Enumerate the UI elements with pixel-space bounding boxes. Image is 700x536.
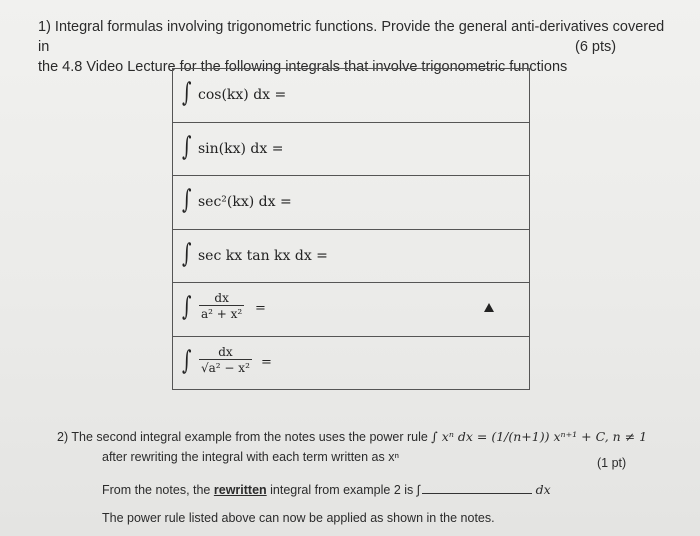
integral-expression: sin(kx) dx = <box>198 140 284 157</box>
question-2-line-4: The power rule listed above can now be applied as shown in the notes. <box>102 511 495 525</box>
integral-sign-icon: ∫ <box>182 345 192 376</box>
integral-table <box>172 68 530 390</box>
power-rule-formula: ∫ xⁿ dx = (1/(n+1)) xⁿ⁺¹ + C, n ≠ 1 <box>431 429 648 444</box>
mouse-cursor-icon <box>484 303 494 312</box>
fraction <box>199 345 252 375</box>
fraction-numerator: dx <box>214 291 229 305</box>
integral-sign-icon: ∫ <box>182 131 192 162</box>
question-2-line-3 <box>102 481 551 497</box>
table-row-sin[interactable] <box>173 123 529 177</box>
integral-sign-icon: ∫ <box>182 292 192 322</box>
question-1-line-2: the 4.8 Video Lecture for the following integrals that involve trigonometric functions <box>38 59 568 75</box>
question-2-line-1 <box>57 429 647 444</box>
rewritten-prompt-prefix: From the notes, the <box>102 483 211 497</box>
fraction-denominator: a² + x² <box>201 307 243 321</box>
integral-sign-icon: ∫ <box>182 78 192 108</box>
table-row-arctan[interactable] <box>173 283 529 337</box>
integral-expression: sec²(kx) dx = <box>198 194 292 210</box>
question-1-points: (6 pts) <box>575 39 617 55</box>
question-1-line-1: 1) Integral formulas involving trigonometric functions. Provide the general anti-derivatives covered in <box>38 19 665 55</box>
integral-sign-icon: ∫ <box>182 185 192 215</box>
question-2-points: (1 pt) <box>597 456 627 470</box>
fraction-denominator: √a² − x² <box>201 360 250 375</box>
equals-sign: = <box>255 301 266 316</box>
table-row-sec2[interactable] <box>173 176 529 230</box>
answer-blank[interactable] <box>422 481 532 494</box>
integral-sign-icon: ∫ <box>182 238 192 269</box>
integral-expression: sec kx tan kx dx = <box>198 247 328 264</box>
table-row-cos[interactable] <box>173 69 529 123</box>
question-2-line-2: after rewriting the integral with each term written as xⁿ <box>102 450 400 464</box>
question-2-intro: 2) The second integral example from the notes uses the power rule <box>57 430 428 444</box>
table-row-sec-tan[interactable] <box>173 230 529 284</box>
table-row-arcsin[interactable] <box>173 337 529 390</box>
rewritten-prompt-suffix: integral from example 2 is ∫ <box>270 483 421 497</box>
fraction <box>199 291 244 321</box>
dx-label: dx <box>535 482 551 497</box>
integral-expression: cos(kx) dx = <box>198 87 287 103</box>
fraction-numerator: dx <box>218 344 233 359</box>
rewritten-keyword: rewritten <box>213 483 267 497</box>
equals-sign: = <box>261 354 272 370</box>
